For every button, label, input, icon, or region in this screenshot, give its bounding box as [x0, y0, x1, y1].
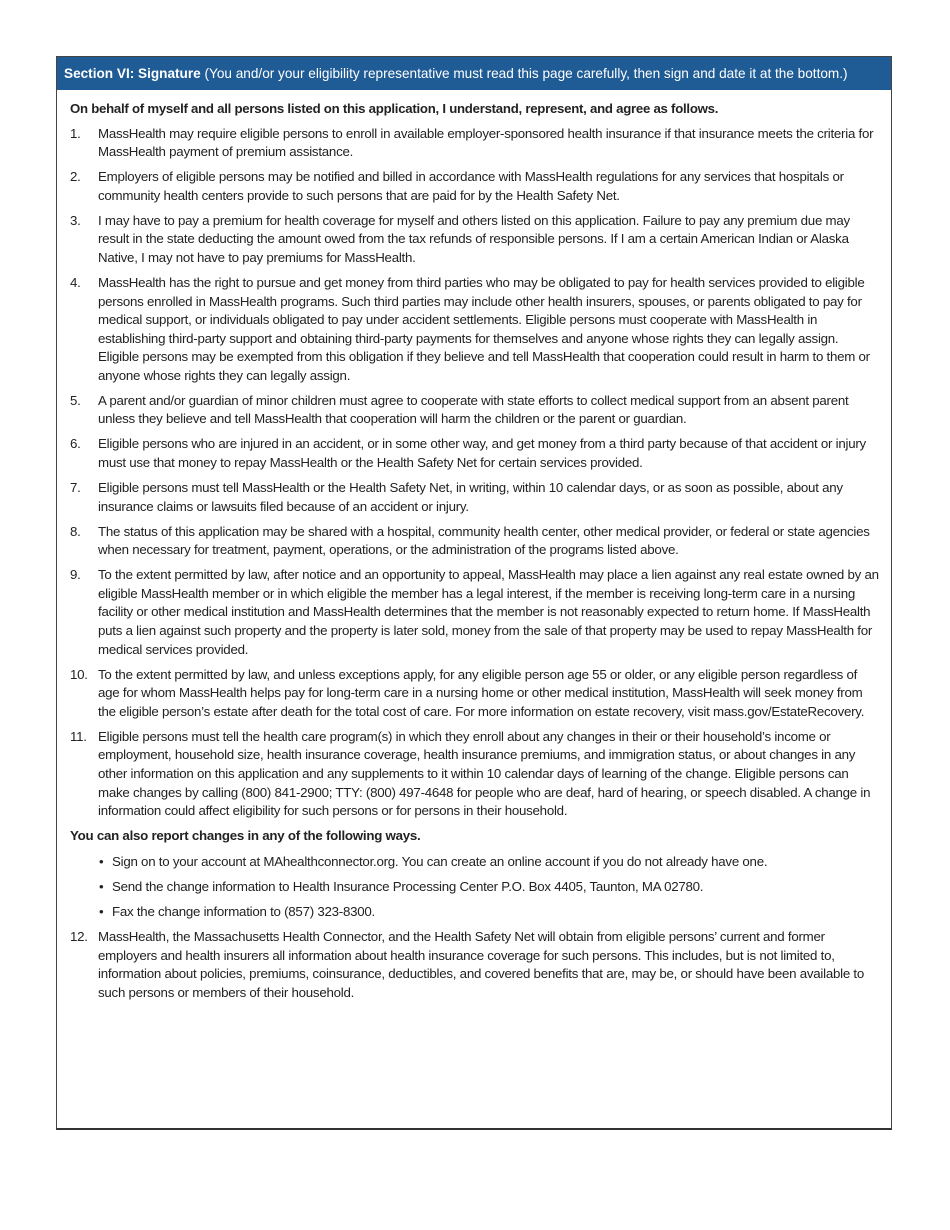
- list-item: [70, 125, 881, 162]
- bullet-item: [99, 878, 881, 897]
- list-item: [70, 728, 881, 821]
- section-subtitle: (You and/or your eligibility representative must read this page carefully, then sign and date it at the bottom.): [200, 66, 848, 81]
- bullet-text: Fax the change information to (857) 323-8300.: [112, 903, 375, 919]
- bullet-item: [99, 903, 881, 922]
- terms-list-continued: [70, 928, 881, 1002]
- list-item: [70, 392, 881, 429]
- item-number: 8.: [70, 523, 81, 539]
- item-number: 12.: [70, 929, 88, 945]
- list-item: [70, 212, 881, 268]
- section-content: [57, 90, 891, 1003]
- list-item: [70, 523, 881, 560]
- item-text: MassHealth has the right to pursue and get money from third parties who may be obligated to pay for health services provided to eligible persons enrolled in MassHealth programs. Such third parties may include other health insurers, spouses, or parents obligated to pay for medical support, or individuals obligated to pay under accident settlements. Eligible persons must cooperate with MassHealth in establishing third-party support and obtaining third-party payments for themselves and anyone whose rights they can legally assign. Eligible persons may be exempted from this obligation if they believe and tell MassHealth that cooperation could result in harm to them or anyone whose rights they can legally assign.: [98, 274, 870, 383]
- list-item: [70, 666, 881, 722]
- list-item: [70, 479, 881, 516]
- report-ways-list: [70, 853, 881, 922]
- bullet-dot-icon: •: [99, 853, 104, 869]
- bullet-dot-icon: •: [99, 903, 104, 919]
- item-number: 7.: [70, 480, 81, 496]
- bullet-dot-icon: •: [99, 878, 104, 894]
- list-item: [70, 168, 881, 205]
- item-number: 11.: [70, 728, 87, 744]
- report-changes-heading: You can also report changes in any of the following ways.: [70, 828, 421, 844]
- bullet-item: [99, 853, 881, 872]
- intro-statement: On behalf of myself and all persons listed on this application, I understand, represent, and agree as follows.: [70, 101, 719, 116]
- list-item: [70, 274, 881, 386]
- item-text: Eligible persons who are injured in an accident, or in some other way, and get money from a third party because of that accident or injury must use that money to repay MassHealth or the Health Safety Net for certain services provided.: [98, 436, 866, 471]
- item-number: 4.: [70, 274, 81, 290]
- item-text: MassHealth may require eligible persons to enroll in available employer-sponsored health insurance if that insurance meets the criteria for MassHealth payment of premium assistance.: [98, 125, 874, 160]
- item-text: Eligible persons must tell MassHealth or the Health Safety Net, in writing, within 10 calendar days, or as soon as possible, about any insurance claims or lawsuits filed because of an accident or injury.: [98, 480, 843, 514]
- item-text: The status of this application may be shared with a hospital, community health center, other medical provider, or federal or state agencies when necessary for treatment, payment, operations, or the administration of the programs listed above.: [98, 523, 870, 558]
- item-number: 6.: [70, 436, 81, 452]
- item-text: Eligible persons must tell the health care program(s) in which they enroll about any changes in their or their household’s income or employment, household size, health insurance coverage, health insurance premiums, and immigration status, or about changes in any other information on this application and any supplements to it within 10 calendar days of learning of the change. Eligible persons can make changes by calling (800) 841-2900; TTY: (800) 497-4648 for people who are deaf, hard of hearing, or speech disabled. A change in information could affect eligibility for such persons or for persons in their household.: [98, 728, 871, 819]
- signature-section: [56, 56, 892, 1130]
- item-number: 10.: [70, 666, 88, 682]
- terms-list: [70, 125, 881, 821]
- item-number: 2.: [70, 169, 81, 185]
- bullet-text: Sign on to your account at MAhealthconnector.org. You can create an online account if you do not already have one.: [112, 853, 768, 869]
- item-text: MassHealth, the Massachusetts Health Connector, and the Health Safety Net will obtain from eligible persons’ current and former employers and health insurers all information about health insurance coverage for such persons. This includes, but is not limited to, information about policies, premiums, coinsurance, deductibles, and covered benefits that are, may be, or should have been available to such persons or members of their household.: [98, 929, 865, 1001]
- item-text: I may have to pay a premium for health coverage for myself and others listed on this application. Failure to pay any premium due may result in the state deducting the amount owed from the tax refunds of responsible persons. If I am a certain American Indian or Alaska Native, I may not have to pay premiums for MassHealth.: [98, 212, 850, 265]
- item-number: 1.: [70, 125, 81, 141]
- item-text: A parent and/or guardian of minor children must agree to cooperate with state efforts to collect medical support from an absent parent unless they believe and tell MassHealth that cooperation will harm the children or the parent or guardian.: [98, 392, 849, 427]
- item-text: To the extent permitted by law, after notice and an opportunity to appeal, MassHealth may place a lien against any real estate owned by an eligible MassHealth member or in which eligible the member has a legal interest, if the member is receiving long-term care in a nursing facility or other medical institution and MassHealth determines that the member is not reasonably expected to return home. If MassHealth puts a lien against such property and the property is later sold, money from the sale of that property may be used to repay MassHealth for medical services provided.: [98, 567, 879, 657]
- section-header: [57, 57, 891, 90]
- bullet-text: Send the change information to Health Insurance Processing Center P.O. Box 4405, Taunton, MA 02780.: [112, 878, 704, 894]
- list-item: [70, 928, 881, 1002]
- list-item: [70, 435, 881, 472]
- item-text: To the extent permitted by law, and unless exceptions apply, for any eligible person age 55 or older, or any eligible person regardless of age for whom MassHealth helps pay for long-term care in a nursing home or other medical institution, MassHealth will seek money from the eligible person’s estate after death for the total cost of care. For more information on estate recovery, visit mass.gov/EstateRecovery.: [98, 666, 865, 719]
- item-number: 9.: [70, 567, 81, 583]
- item-number: 3.: [70, 212, 81, 228]
- section-title: Section VI: Signature: [64, 66, 201, 81]
- item-text: Employers of eligible persons may be notified and billed in accordance with MassHealth regulations for any services that hospitals or community health centers provide to such persons that are paid for by the Health Safety Net.: [98, 169, 844, 203]
- list-item: [70, 566, 881, 659]
- item-number: 5.: [70, 392, 81, 408]
